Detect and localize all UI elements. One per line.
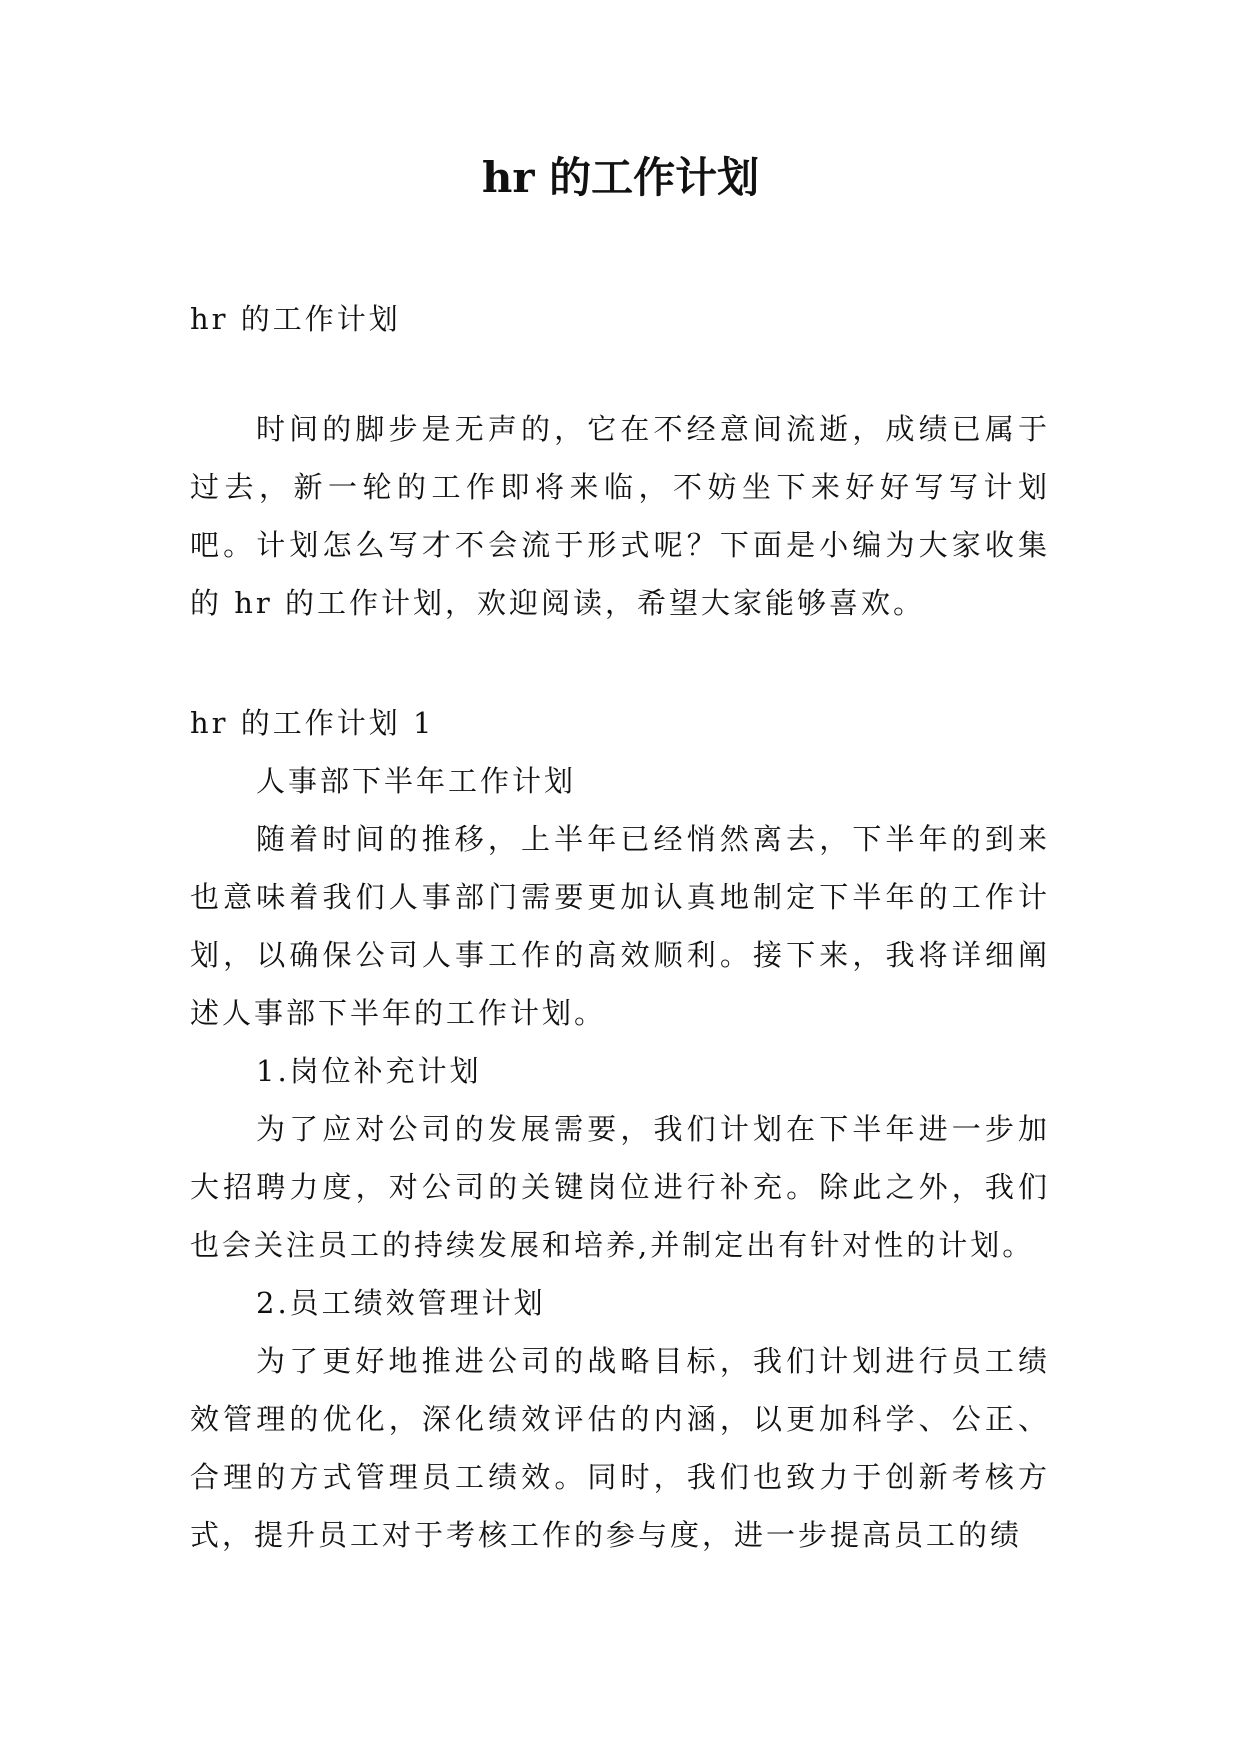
document-subtitle: hr 的工作计划 xyxy=(190,302,401,336)
item-text-recruitment: 为了应对公司的发展需要，我们计划在下半年进一步加大招聘力度，对公司的关键岗位进行补充。除此之外，我们也会关注员工的持续发展和培养,并制定出有针对性的计划。 xyxy=(190,1112,1050,1262)
section-paragraph: 随着时间的推移，上半年已经悄然离去，下半年的到来也意味着我们人事部门需要更加认真地制定下半年的工作计划，以确保公司人事工作的高效顺利。接下来，我将详细阐述人事部下半年的工作计划。 xyxy=(190,822,1050,1030)
item-text-performance: 为了更好地推进公司的战略目标，我们计划进行员工绩效管理的优化，深化绩效评估的内涵，以更加科学、公正、合理的方式管理员工绩效。同时，我们也致力于创新考核方式，提升员工对于考核工作的参与度，进一步提高员工的绩 xyxy=(190,1344,1050,1552)
item-title-performance: 2.员工绩效管理计划 xyxy=(256,1286,546,1320)
section-heading: hr 的工作计划 1 xyxy=(190,706,435,740)
document-title: hr 的工作计划 xyxy=(481,153,760,202)
intro-paragraph: 时间的脚步是无声的，它在不经意间流逝，成绩已属于过去，新一轮的工作即将来临，不妨坐下来好好写写计划吧。计划怎么写才不会流于形式呢？下面是小编为大家收集的 hr 的工作计划，欢迎阅读，希望大家能够喜欢。 xyxy=(190,412,1050,620)
item-title-recruitment: 1.岗位补充计划 xyxy=(256,1054,482,1088)
plan-title: 人事部下半年工作计划 xyxy=(256,764,577,798)
document-body xyxy=(190,290,1050,1564)
